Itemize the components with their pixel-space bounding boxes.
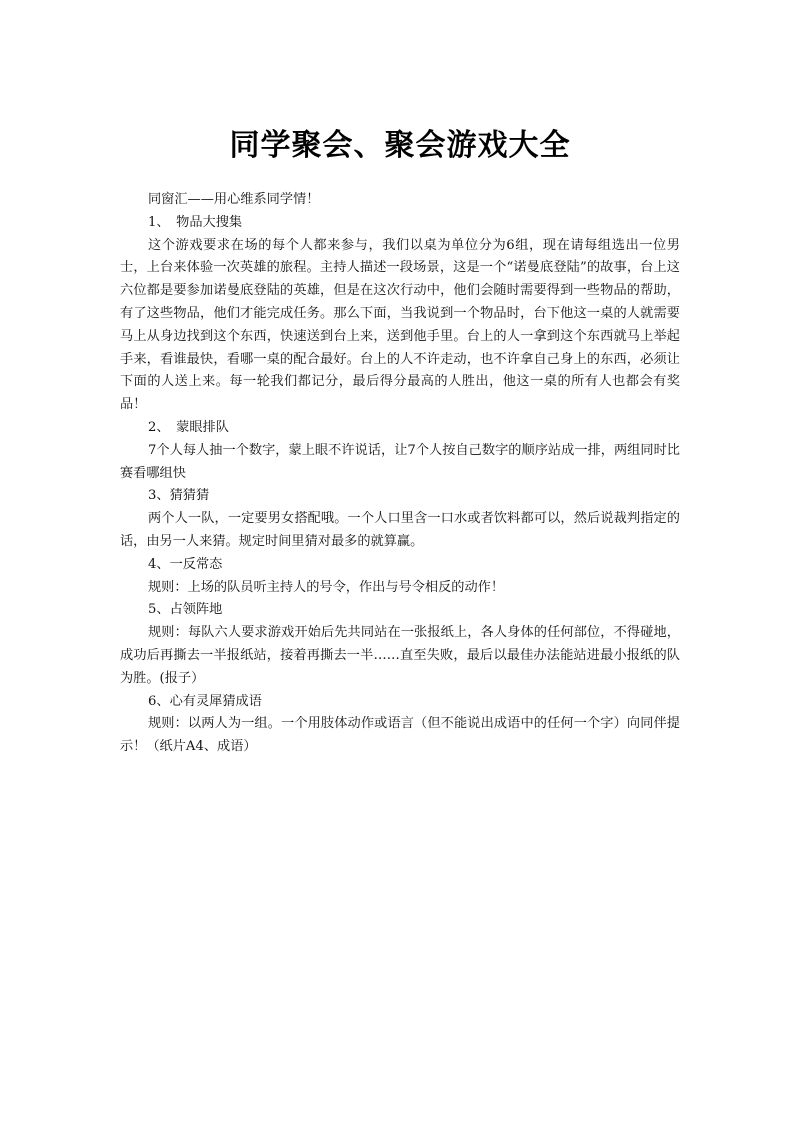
- section-heading-3: 3、猜猜猜: [148, 488, 210, 504]
- section-heading-1: 1、 物品大搜集: [148, 214, 243, 230]
- section-text-3: 两个人一队，一定要男女搭配哦。一个人口里含一口水或者饮料都可以，然后说裁判指定的话，由另一人来猜。规定时间里猜对最多的就算赢。: [120, 511, 680, 549]
- section-heading-5: 5、占领阵地: [148, 602, 223, 618]
- section-heading-6: 6、心有灵犀猜成语: [148, 693, 262, 709]
- section-text-2: 7个人每人抽一个数字，蒙上眼不许说话，让7个人按自己数字的顺序站成一排，两组同时比赛看哪组快: [120, 442, 680, 481]
- document-body: [120, 189, 680, 759]
- section-text-5: 规则：每队六人要求游戏开始后先共同站在一张报纸上，各人身体的任何部位，不得碰地，成功后再撕去一半报纸站，接着再撕去一半……直至失败，最后以最佳办法能站进最小报纸的队为胜。(报子）: [120, 625, 680, 686]
- section-text-6: 规则：以两人为一组。一个用肢体动作或语言（但不能说出成语中的任何一个字）向同伴提示！（纸片A4、成语）: [120, 716, 680, 755]
- page-title: 同学聚会、聚会游戏大全: [229, 128, 571, 163]
- section-heading-4: 4、一反常态: [148, 556, 223, 572]
- section-heading-2: 2、 蒙眼排队: [148, 419, 229, 435]
- section-text-4: 规则：上场的队员听主持人的号令，作出与号令相反的动作！: [148, 579, 505, 595]
- section-text-1: 这个游戏要求在场的每个人都来参与，我们以桌为单位分为6组，现在请每组选出一位男士，上台来体验一次英雄的旅程。主持人描述一段场景，这是一个“诺曼底登陆”的故事，台上这六位都是要参加诺曼底登陆的英雄，但是在这次行动中，他们会随时需要得到一些物品的帮助，有了这些物品，他们才能完成任务。那么下面，当我说到一个物品时，台下他这一桌的人就需要马上从身边找到这个东西，快速送到台上来，送到他手里。台上的人一拿到这个东西就马上举起手来，看谁最快，看哪一桌的配合最好。台上的人不许走动，也不许拿自己身上的东西，必须让下面的人送上来。每一轮我们都记分，最后得分最高的人胜出，他这一桌的所有人也都会有奖品！: [120, 237, 680, 413]
- tagline: 同窗汇——用心维系同学情！: [148, 192, 320, 207]
